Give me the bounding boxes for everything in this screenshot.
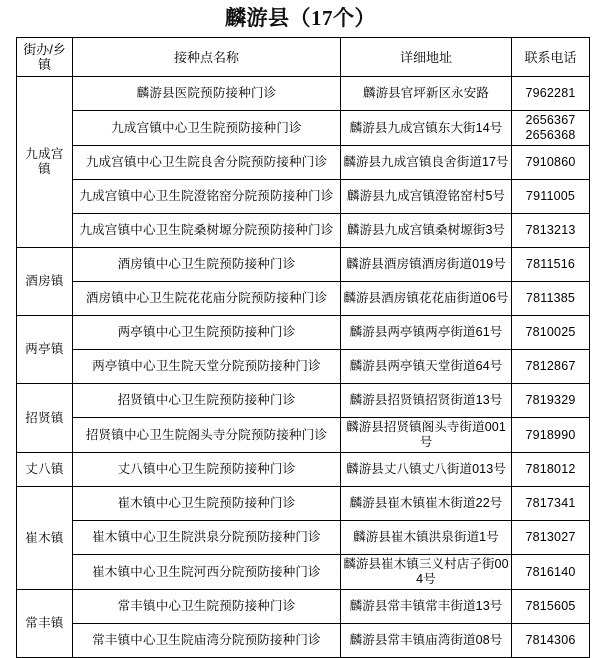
phone-cell [512,316,590,350]
phone-number: 7911005 [525,189,576,203]
phone-cell [512,146,590,180]
site-name-cell: 两亭镇中心卫生院天堂分院预防接种门诊 [73,350,341,384]
address-cell: 麟游县常丰镇庙湾街道08号 [341,624,512,658]
phone-number: 7817341 [525,496,576,510]
table-row [17,418,590,453]
table-container [0,37,601,658]
site-name-cell: 麟游县医院预防接种门诊 [73,77,341,111]
phone-cell [512,521,590,555]
address-cell: 麟游县酒房镇酒房街道019号 [341,248,512,282]
phone-number: 2656367 [525,113,576,127]
site-name-cell: 酒房镇中心卫生院花花庙分院预防接种门诊 [73,282,341,316]
address-cell: 麟游县九成宫镇桑树塬街3号 [341,214,512,248]
table-row [17,555,590,590]
phone-number: 2656368 [525,128,576,142]
town-cell: 常丰镇 [17,590,73,658]
town-cell: 崔木镇 [17,487,73,590]
phone-cell [512,590,590,624]
address-cell: 麟游县常丰镇常丰街道13号 [341,590,512,624]
table-row [17,77,590,111]
site-name-cell: 九成宫镇中心卫生院预防接种门诊 [73,111,341,146]
address-cell: 麟游县招贤镇阁头寺街道001号 [341,418,512,453]
column-header-address: 详细地址 [341,38,512,77]
site-name-cell: 九成宫镇中心卫生院桑树塬分院预防接种门诊 [73,214,341,248]
address-cell: 麟游县九成宫镇澄铭窑村5号 [341,180,512,214]
phone-cell [512,282,590,316]
address-cell: 麟游县崔木镇崔木街道22号 [341,487,512,521]
vaccination-sites-table [16,37,590,658]
site-name-cell: 常丰镇中心卫生院庙湾分院预防接种门诊 [73,624,341,658]
site-name-cell: 常丰镇中心卫生院预防接种门诊 [73,590,341,624]
table-row [17,111,590,146]
page-title: 麟游县（17个） [225,6,376,30]
table-row [17,180,590,214]
table-row [17,214,590,248]
phone-number: 7810025 [525,325,576,339]
address-cell: 麟游县招贤镇招贤街道13号 [341,384,512,418]
town-cell: 丈八镇 [17,453,73,487]
town-cell: 招贤镇 [17,384,73,453]
table-row [17,453,590,487]
phone-number: 7811385 [525,291,576,305]
table-row [17,350,590,384]
table-row [17,282,590,316]
address-cell: 麟游县九成宫镇东大街14号 [341,111,512,146]
phone-cell [512,214,590,248]
phone-cell [512,418,590,453]
site-name-cell: 崔木镇中心卫生院洪泉分院预防接种门诊 [73,521,341,555]
table-body [17,77,590,658]
table-row [17,624,590,658]
table-row [17,316,590,350]
column-header-phone: 联系电话 [512,38,590,77]
phone-number: 7815605 [525,599,576,613]
table-header [17,38,590,77]
site-name-cell: 崔木镇中心卫生院预防接种门诊 [73,487,341,521]
phone-cell [512,111,590,146]
column-header-site: 接种点名称 [73,38,341,77]
site-name-cell: 酒房镇中心卫生院预防接种门诊 [73,248,341,282]
site-name-cell: 九成宫镇中心卫生院澄铭窑分院预防接种门诊 [73,180,341,214]
phone-cell [512,384,590,418]
table-header-row [17,38,590,77]
phone-number: 7816140 [525,564,576,579]
phone-number: 7814306 [525,633,576,647]
phone-cell [512,555,590,590]
address-cell: 麟游县官坪新区永安路 [341,77,512,111]
phone-number: 7818012 [525,462,576,476]
site-name-cell: 九成宫镇中心卫生院良舍分院预防接种门诊 [73,146,341,180]
address-cell: 麟游县两亭镇两亭街道61号 [341,316,512,350]
table-row [17,146,590,180]
table-row [17,248,590,282]
table-row [17,521,590,555]
site-name-cell: 招贤镇中心卫生院预防接种门诊 [73,384,341,418]
phone-cell [512,350,590,384]
town-cell: 酒房镇 [17,248,73,316]
address-cell: 麟游县崔木镇三义村店子街004号 [341,555,512,590]
site-name-cell: 招贤镇中心卫生院阁头寺分院预防接种门诊 [73,418,341,453]
site-name-cell: 崔木镇中心卫生院河西分院预防接种门诊 [73,555,341,590]
phone-number: 7918990 [525,427,576,442]
site-name-cell: 两亭镇中心卫生院预防接种门诊 [73,316,341,350]
phone-cell [512,453,590,487]
phone-cell [512,248,590,282]
address-cell: 麟游县崔木镇洪泉街道1号 [341,521,512,555]
phone-cell [512,180,590,214]
table-row [17,487,590,521]
phone-number: 7819329 [525,393,576,407]
table-row [17,384,590,418]
town-cell: 九成宫镇 [17,77,73,248]
phone-number: 7813027 [525,530,576,544]
phone-number: 7811516 [525,257,576,271]
town-cell: 两亭镇 [17,316,73,384]
phone-cell [512,624,590,658]
phone-number: 7813213 [525,223,576,237]
phone-number: 7812867 [525,359,576,373]
phone-number: 7962281 [525,86,576,100]
address-cell: 麟游县丈八镇丈八街道013号 [341,453,512,487]
phone-number: 7910860 [525,155,576,169]
address-cell: 麟游县九成宫镇良舍街道17号 [341,146,512,180]
column-header-town: 街办/乡镇 [17,38,73,77]
phone-cell [512,77,590,111]
table-row [17,590,590,624]
phone-cell [512,487,590,521]
site-name-cell: 丈八镇中心卫生院预防接种门诊 [73,453,341,487]
address-cell: 麟游县两亭镇天堂街道64号 [341,350,512,384]
address-cell: 麟游县酒房镇花花庙街道06号 [341,282,512,316]
